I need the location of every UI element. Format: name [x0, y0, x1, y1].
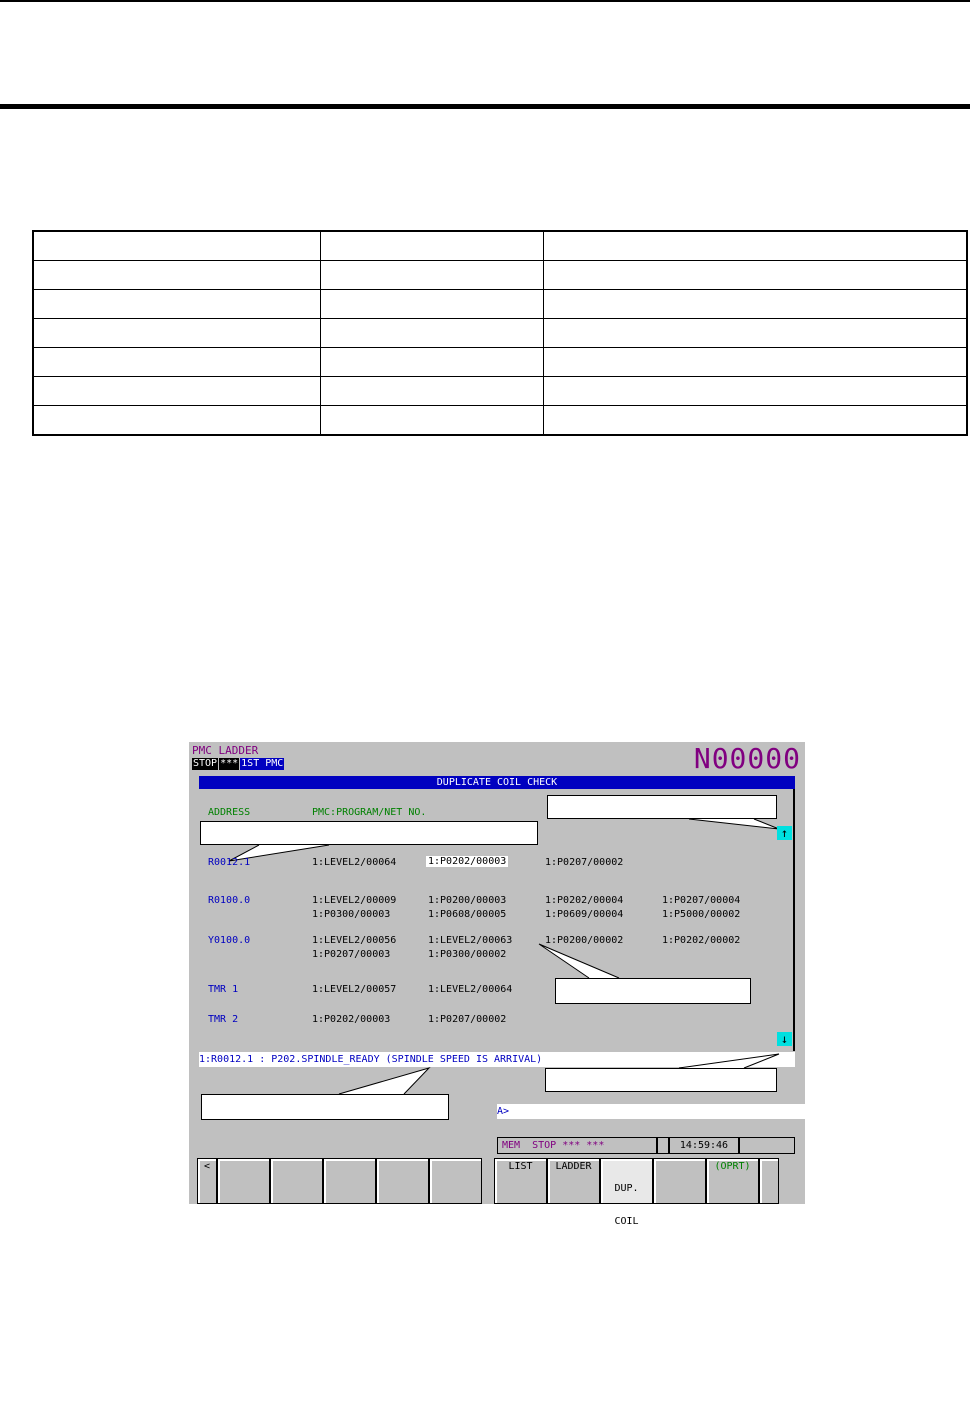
top-rule: [0, 0, 970, 2]
net-ref[interactable]: 1:P0202/00002: [662, 935, 741, 946]
callout-leaders-lower: [189, 742, 805, 1204]
pmc-chip: 1ST PMC: [241, 758, 284, 769]
mode-indicator: MEM STOP *** ***: [497, 1137, 657, 1154]
net-ref[interactable]: 1:P0609/00004: [545, 909, 624, 920]
header-address: ADDRESS: [208, 807, 251, 818]
softkey-list-button[interactable]: LIST: [494, 1158, 547, 1204]
table-row: [33, 347, 967, 376]
net-ref[interactable]: 1:P0200/00003: [428, 895, 507, 906]
mode-blank: [739, 1137, 795, 1154]
net-ref[interactable]: 1:LEVEL2/00056: [312, 935, 397, 946]
table-row: [33, 405, 967, 435]
net-ref[interactable]: 1:P0202/00004: [545, 895, 624, 906]
net-ref[interactable]: 1:LEVEL2/00064: [312, 857, 397, 868]
coil-address: R0012.1: [208, 857, 251, 868]
document-table: [32, 230, 968, 436]
net-ref[interactable]: 1:P0207/00002: [428, 1014, 507, 1025]
key-input-line[interactable]: A>: [497, 1104, 805, 1119]
clock: 14:59:46: [669, 1137, 739, 1154]
net-ref[interactable]: 1:P0207/00004: [662, 895, 741, 906]
comment-status-line: 1:R0012.1 : P202.SPINDLE_READY (SPINDLE SPEED IS ARRIVAL): [199, 1052, 795, 1067]
scroll-down-icon[interactable]: ↓: [777, 1032, 792, 1046]
mode-status-bar: [497, 1137, 795, 1154]
net-ref[interactable]: 1:LEVEL2/00064: [428, 984, 513, 995]
net-ref[interactable]: 1:P0300/00002: [428, 949, 507, 960]
net-ref[interactable]: 1:P0300/00003: [312, 909, 391, 920]
program-number: N00000: [693, 742, 801, 775]
screen-title: PMC LADDER: [192, 744, 259, 757]
softkey-blank-2[interactable]: [270, 1158, 323, 1204]
dup-coil-label-1: DUP.: [614, 1183, 639, 1194]
net-ref-selected[interactable]: 1:P0202/00003: [428, 856, 507, 867]
window-title: DUPLICATE COIL CHECK: [199, 776, 795, 789]
softkey-ladder-button[interactable]: LADDER: [547, 1158, 600, 1204]
coil-address: Y0100.0: [208, 935, 251, 946]
softkey-oprt-button[interactable]: (OPRT): [706, 1158, 759, 1204]
softkey-next-button[interactable]: [759, 1158, 779, 1204]
softkey-blank-1[interactable]: [217, 1158, 270, 1204]
table-row: [33, 290, 967, 319]
softkey-blank-5[interactable]: [429, 1158, 482, 1204]
section-rule: [0, 104, 970, 109]
table-row: [33, 376, 967, 405]
table-row: [33, 261, 967, 290]
softkey-blank-4[interactable]: [376, 1158, 429, 1204]
net-ref[interactable]: 1:LEVEL2/00063: [428, 935, 513, 946]
net-ref[interactable]: 1:LEVEL2/00009: [312, 895, 397, 906]
mode-blank: [657, 1137, 669, 1154]
alarm-chip: ***: [220, 758, 239, 769]
scroll-up-icon[interactable]: ↑: [777, 826, 792, 840]
coil-address: TMR 1: [208, 984, 239, 995]
cnc-screen: [189, 742, 805, 1227]
table-row: [33, 319, 967, 348]
net-ref[interactable]: 1:P0207/00003: [312, 949, 391, 960]
table-row: [33, 231, 967, 261]
net-ref[interactable]: 1:LEVEL2/00057: [312, 984, 397, 995]
net-ref[interactable]: 1:P0202/00003: [312, 1014, 391, 1025]
net-ref[interactable]: 1:P0608/00005: [428, 909, 507, 920]
net-ref[interactable]: 1:P0200/00002: [545, 935, 624, 946]
softkey-bar: [197, 1158, 805, 1227]
dup-coil-label-2: COIL: [614, 1216, 639, 1227]
coil-address: R0100.0: [208, 895, 251, 906]
softkey-blank-6[interactable]: [653, 1158, 706, 1204]
net-ref[interactable]: 1:P5000/00002: [662, 909, 741, 920]
softkey-prev-button[interactable]: <: [197, 1158, 217, 1204]
coil-address: TMR 2: [208, 1014, 239, 1025]
net-ref[interactable]: 1:P0207/00002: [545, 857, 624, 868]
softkey-dup-coil-button[interactable]: [600, 1158, 653, 1227]
stop-chip: STOP: [193, 758, 218, 769]
header-program-net: PMC:PROGRAM/NET NO.: [312, 807, 427, 818]
softkey-blank-3[interactable]: [323, 1158, 376, 1204]
